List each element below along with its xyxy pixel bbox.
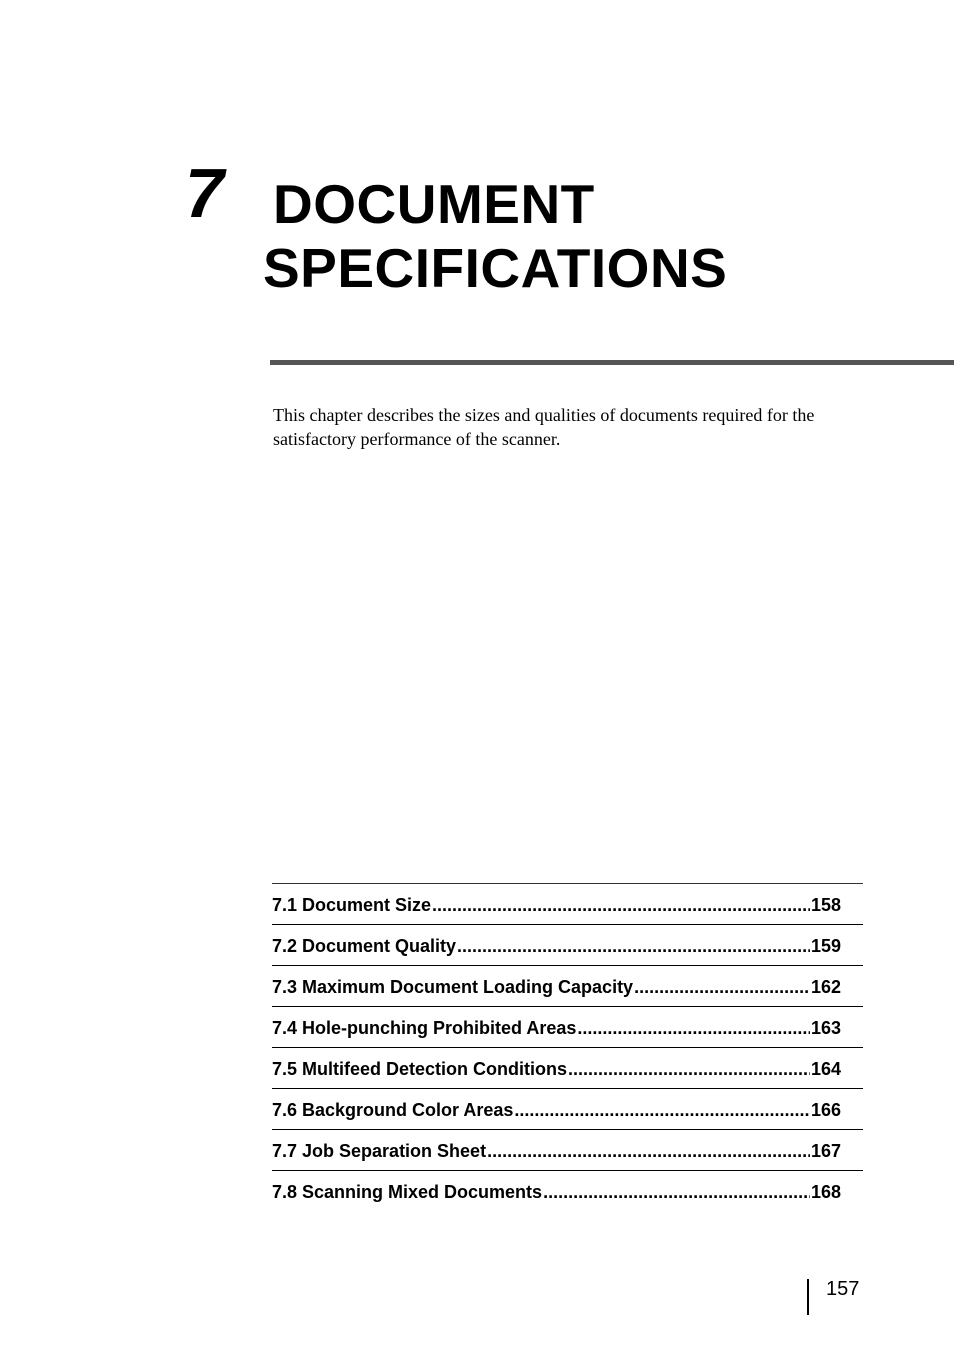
toc-entry-page: 164 xyxy=(810,1058,841,1079)
toc-entry-title: 7.6 Background Color Areas xyxy=(272,1099,514,1120)
toc-entry[interactable] xyxy=(272,883,863,924)
toc-entry[interactable] xyxy=(272,965,863,1006)
toc-dot-leader xyxy=(514,1100,810,1121)
toc-dot-leader xyxy=(634,977,810,998)
toc-entry-title: 7.5 Multifeed Detection Conditions xyxy=(272,1058,568,1079)
toc-dot-leader xyxy=(568,1059,810,1080)
toc-entry[interactable] xyxy=(272,1088,863,1129)
toc-entry-page: 159 xyxy=(810,935,841,956)
toc-dot-leader xyxy=(543,1182,810,1203)
toc-entry-page: 167 xyxy=(810,1140,841,1161)
toc-entry[interactable] xyxy=(272,1170,863,1211)
toc-entry[interactable] xyxy=(272,1129,863,1170)
toc-entry-page: 158 xyxy=(810,894,841,915)
toc-entry[interactable] xyxy=(272,924,863,965)
toc-dot-leader xyxy=(432,895,810,916)
toc-entry-title: 7.1 Document Size xyxy=(272,894,432,915)
chapter-table-of-contents xyxy=(272,883,863,1211)
toc-entry-title: 7.4 Hole-punching Prohibited Areas xyxy=(272,1017,577,1038)
toc-entry-page: 166 xyxy=(810,1099,841,1120)
toc-entry[interactable] xyxy=(272,1047,863,1088)
toc-entry-page: 168 xyxy=(810,1181,841,1202)
page-number: 157 xyxy=(826,1278,860,1300)
toc-entry-title: 7.8 Scanning Mixed Documents xyxy=(272,1181,543,1202)
toc-entry-title: 7.7 Job Separation Sheet xyxy=(272,1140,487,1161)
toc-dot-leader xyxy=(457,936,810,957)
title-divider xyxy=(270,360,954,365)
toc-entry-title: 7.3 Maximum Document Loading Capacity xyxy=(272,976,634,997)
toc-dot-leader xyxy=(487,1141,810,1162)
toc-dot-leader xyxy=(577,1018,810,1039)
chapter-number: 7 xyxy=(185,154,224,232)
toc-entry-title: 7.2 Document Quality xyxy=(272,935,457,956)
chapter-title-line1: DOCUMENT xyxy=(273,173,595,235)
chapter-title-line2: SPECIFICATIONS xyxy=(263,237,728,299)
footer-divider xyxy=(807,1279,809,1315)
chapter-title xyxy=(263,172,727,300)
toc-entry-page: 162 xyxy=(810,976,841,997)
toc-entry-page: 163 xyxy=(810,1017,841,1038)
toc-entry[interactable] xyxy=(272,1006,863,1047)
chapter-intro: This chapter describes the sizes and qualities of documents required for the satisfactory performance of the scanner. xyxy=(273,405,815,449)
